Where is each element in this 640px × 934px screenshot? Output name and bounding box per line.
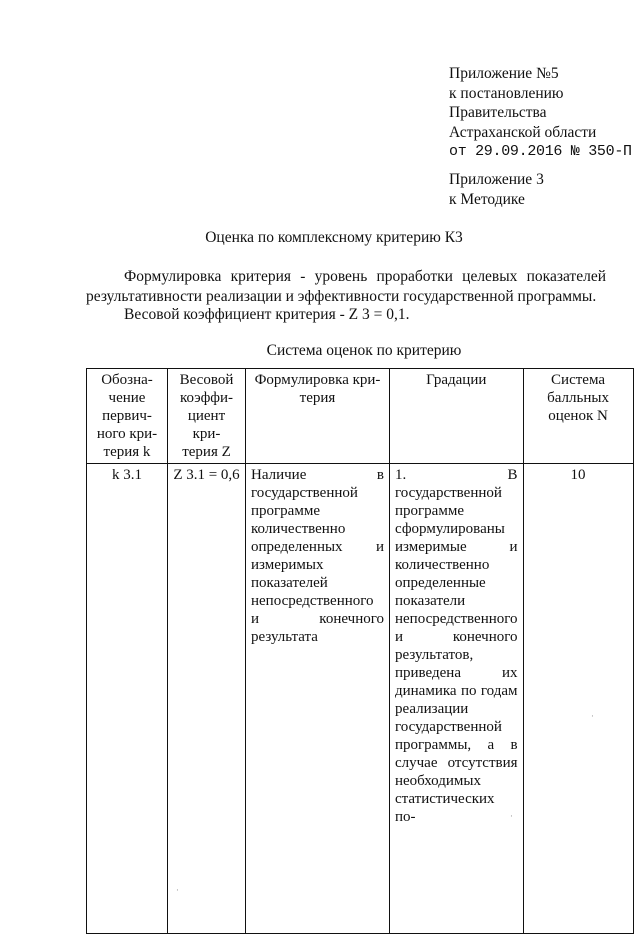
scan-speck: · xyxy=(591,712,594,722)
paragraph-text: Формулировка критерия - уровень проработки целевых показателей результативности реализации и эффективности государственной программы. xyxy=(86,268,606,305)
scan-speck: · xyxy=(510,812,513,822)
column-header-gradation: Градации xyxy=(390,369,524,464)
cell-k: k 3.1 xyxy=(87,464,168,934)
header-line: Приложение №5 xyxy=(449,65,559,82)
appendix-line: Приложение 3 xyxy=(449,171,544,188)
column-header-score: Система балльных оценок N xyxy=(523,369,633,464)
header-line: Астраханской области xyxy=(449,123,597,141)
system-title: Система оценок по критерию xyxy=(266,342,462,359)
column-header-formulation: Формулировка кри- терия xyxy=(246,369,390,464)
cell-z: Z 3.1 = 0,6 xyxy=(168,464,246,934)
criterion-formulation-paragraph xyxy=(86,267,606,306)
table-header-row xyxy=(87,369,634,464)
cell-formulation: Наличие в государственной программе количественно определенных и измеримых показателей непосредственного и конечного результата xyxy=(246,464,390,934)
header-line: Правительства xyxy=(449,104,547,121)
weight-coefficient-line: Весовой коэффициент критерия - Z 3 = 0,1. xyxy=(124,306,410,323)
table-row xyxy=(87,464,634,934)
column-header-k: Обозна- чение первич- ного кри- терия k xyxy=(87,369,168,464)
scan-speck: · xyxy=(176,886,179,896)
appendix-line: к Методике xyxy=(449,190,525,208)
cell-score: 10 xyxy=(523,464,633,934)
appendix-3-header xyxy=(449,170,544,209)
appendix-5-header xyxy=(449,64,632,162)
criteria-table xyxy=(86,368,634,934)
header-line: к постановлению xyxy=(449,84,564,102)
resolution-date-stamp: от 29.09.2016 № 350-П xyxy=(449,143,632,160)
cell-gradation: 1. В государственной программе сформулированы измеримые и количественно определенные показатели непосредственного и конечного результатов, приведена их динамика по годам реализации государственной программы, а в случае отсутствия необходимых статистических по- xyxy=(390,464,524,934)
column-header-z: Весовой коэффи- циент кри- терия Z xyxy=(168,369,246,464)
document-title: Оценка по комплексному критерию К3 xyxy=(205,229,463,246)
